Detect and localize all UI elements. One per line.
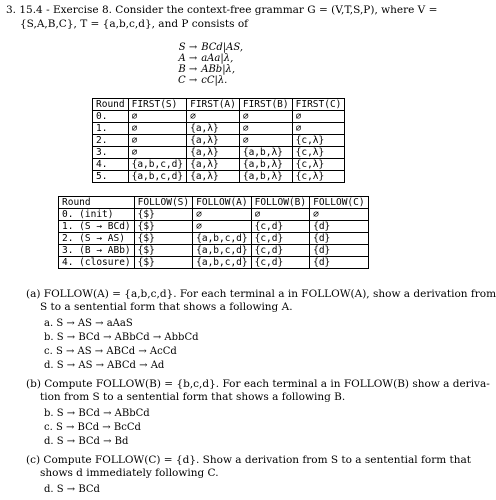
table-header-row [93, 99, 345, 111]
table-cell: {c,λ} [292, 159, 345, 171]
table-cell: {d} [310, 245, 368, 257]
column-header: FOLLOW(B) [251, 197, 309, 209]
table-cell: {a,b,c,d} [193, 245, 251, 257]
production-row [176, 75, 245, 86]
table-cell: {a,b,λ} [239, 159, 292, 171]
part-c-text2: shows d immediately following C. [40, 467, 219, 479]
production-rhs: ABb|λ, [201, 64, 236, 75]
part-b-item-c: c. S → BCd → BcCd [44, 422, 141, 433]
part-b-text1: (b) Compute FOLLOW(B) = {b,c,d}. For each terminal a in FOLLOW(B) show a deriva- [26, 378, 490, 390]
table-row [93, 147, 345, 159]
column-header: FIRST(S) [128, 99, 186, 111]
column-header: FIRST(A) [187, 99, 240, 111]
column-header: FOLLOW(C) [310, 197, 368, 209]
problem-header-line1: 3. 15.4 - Exercise 8. Consider the context-free grammar G = (V,T,S,P), where V = [6, 4, 438, 16]
production-rhs: aAa|λ, [201, 53, 234, 64]
table-cell: 4. (closure) [59, 257, 135, 269]
follow-sets-table [58, 196, 369, 269]
table-row [93, 159, 345, 171]
table-cell: {$} [134, 257, 192, 269]
table-cell: ∅ [251, 209, 309, 221]
table-cell: {d} [310, 221, 368, 233]
part-a-item-c: c. S → AS → ABCd → AcCd [44, 346, 177, 357]
production-rhs: cC|λ. [201, 75, 228, 86]
table-cell: 2. [93, 135, 129, 147]
table-header-row [59, 197, 369, 209]
table-cell: {a,λ} [187, 147, 240, 159]
table-row [93, 111, 345, 123]
part-b-item-d: d. S → BCd → Bd [44, 436, 129, 447]
table-cell: {a,λ} [187, 159, 240, 171]
table-cell: {a,λ} [187, 171, 240, 183]
table-cell: 4. [93, 159, 129, 171]
table-cell: {c,d} [251, 245, 309, 257]
table-cell: {d} [310, 233, 368, 245]
table-cell: {$} [134, 233, 192, 245]
production-lhs: S → [178, 42, 198, 53]
table-cell: 0. [93, 111, 129, 123]
table-cell: 3. [93, 147, 129, 159]
table-cell: {a,b,c,d} [193, 257, 251, 269]
table-cell: ∅ [128, 123, 186, 135]
table-cell: ∅ [292, 111, 345, 123]
part-c-text1: (c) Compute FOLLOW(C) = {d}. Show a derivation from S to a sentential form that [26, 454, 471, 466]
production-lhs: B → [178, 64, 198, 75]
part-a-item-d: d. S → AS → ABCd → Ad [44, 360, 165, 371]
part-b-text2: tion from S to a sentential form that shows a following B. [40, 391, 346, 403]
table-row [59, 209, 369, 221]
table-cell: 0. (init) [59, 209, 135, 221]
part-a-item-b: b. S → BCd → ABbCd → AbbCd [44, 332, 199, 343]
table-cell: ∅ [292, 123, 345, 135]
production-lhs: C → [178, 75, 198, 86]
table-cell: {a,b,c,d} [193, 233, 251, 245]
problem-header-line2: {S,A,B,C}, T = {a,b,c,d}, and P consists of [20, 18, 249, 30]
table-cell: 1. (S → BCd) [59, 221, 135, 233]
column-header: Round [93, 99, 129, 111]
table-cell: {c,d} [251, 221, 309, 233]
table-cell: ∅ [187, 111, 240, 123]
table-cell: ∅ [239, 123, 292, 135]
table-cell: {c,λ} [292, 171, 345, 183]
table-cell: ∅ [128, 147, 186, 159]
table-cell: {$} [134, 209, 192, 221]
table-cell: {a,b,λ} [239, 147, 292, 159]
table-cell: ∅ [128, 135, 186, 147]
column-header: FOLLOW(S) [134, 197, 192, 209]
table-cell: 2. (S → AS) [59, 233, 135, 245]
table-cell: 3. (B → ABb) [59, 245, 135, 257]
table-cell: {a,λ} [187, 135, 240, 147]
table-cell: 5. [93, 171, 129, 183]
column-header: Round [59, 197, 135, 209]
production-row [176, 64, 245, 75]
column-header: FOLLOW(A) [193, 197, 251, 209]
production-rhs: BCd|AS, [201, 42, 244, 53]
table-row [93, 171, 345, 183]
table-cell: {c,d} [251, 233, 309, 245]
table-cell: ∅ [193, 221, 251, 233]
table-cell: {a,λ} [187, 123, 240, 135]
table-cell: ∅ [239, 111, 292, 123]
production-row [176, 53, 245, 64]
table-cell: {$} [134, 245, 192, 257]
part-b-item-b: b. S → BCd → ABbCd [44, 408, 150, 419]
table-cell: {$} [134, 221, 192, 233]
part-a-text1: (a) FOLLOW(A) = {a,b,c,d}. For each terminal a in FOLLOW(A), show a derivation from [26, 288, 496, 300]
table-row [59, 221, 369, 233]
table-cell: {a,b,λ} [239, 171, 292, 183]
grammar-productions [176, 42, 245, 86]
part-c-item-d: d. S → BCd [44, 484, 100, 495]
table-row [93, 123, 345, 135]
production-lhs: A → [178, 53, 198, 64]
part-a-item-a: a. S → AS → aAaS [44, 318, 133, 329]
table-cell: {c,λ} [292, 135, 345, 147]
table-row [59, 257, 369, 269]
table-row [93, 135, 345, 147]
table-cell: {a,b,c,d} [128, 171, 186, 183]
table-cell: ∅ [128, 111, 186, 123]
first-sets-table [92, 98, 345, 183]
table-cell: ∅ [310, 209, 368, 221]
part-a-text2: S to a sentential form that shows a following A. [40, 301, 293, 313]
table-row [59, 245, 369, 257]
production-row [176, 42, 245, 53]
table-cell: {d} [310, 257, 368, 269]
table-cell: {a,b,c,d} [128, 159, 186, 171]
column-header: FIRST(B) [239, 99, 292, 111]
table-row [59, 233, 369, 245]
table-cell: 1. [93, 123, 129, 135]
column-header: FIRST(C) [292, 99, 345, 111]
table-cell: ∅ [193, 209, 251, 221]
table-cell: {c,d} [251, 257, 309, 269]
table-cell: ∅ [239, 135, 292, 147]
table-cell: {c,λ} [292, 147, 345, 159]
